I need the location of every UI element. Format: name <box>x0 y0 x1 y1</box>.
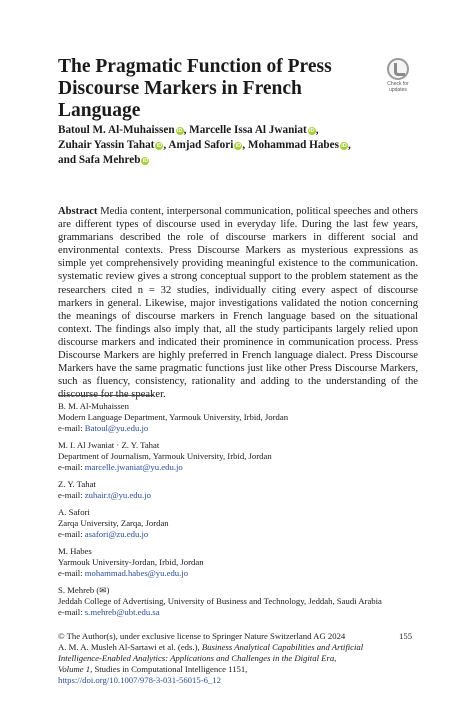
check-updates-icon <box>387 58 409 80</box>
email-label: e-mail: <box>58 568 85 578</box>
affiliation-dept: Zarqa University, Zarqa, Jordan <box>58 518 169 528</box>
affiliation-block <box>58 401 438 434</box>
orcid-icon[interactable]: iD <box>142 158 149 164</box>
email-link[interactable]: Batoul@yu.edu.jo <box>84 423 149 433</box>
abstract <box>58 205 418 401</box>
email-label: e-mail: <box>58 462 85 472</box>
affiliation-dept: Modern Language Department, Yarmouk University, Irbid, Jordan <box>58 412 289 422</box>
email-label: e-mail: <box>58 490 85 500</box>
affiliation-name: S. Mehreb (✉) <box>58 585 110 595</box>
check-updates-line1: Check for <box>387 81 409 87</box>
author-separator: , <box>315 124 319 136</box>
affiliation-block <box>58 507 438 540</box>
copyright-line: © The Author(s), under exclusive license to Springer Nature Switzerland AG 2024 <box>58 631 346 641</box>
affiliation-name: M. Habes <box>58 546 92 556</box>
book-title-part1: Business Analytical Capabilities and Artificial <box>201 642 364 652</box>
check-for-updates-badge[interactable] <box>381 58 415 98</box>
affiliation-name: B. M. Al-Muhaissen <box>58 401 129 411</box>
email-link[interactable]: marcelle.jwaniat@yu.edu.jo <box>84 462 183 472</box>
author-list <box>58 123 418 168</box>
affiliation-name: Z. Y. Tahat <box>58 479 96 489</box>
copyright-footer <box>58 631 438 686</box>
abstract-label: Abstract <box>58 206 98 217</box>
affiliation-dept: Jeddah College of Advertising, University of Business and Technology, Jeddah, Saudi Arabia <box>58 596 382 606</box>
orcid-icon[interactable]: iD <box>235 143 242 149</box>
book-volume: Volume 1 <box>58 664 91 674</box>
author-name: , Mohammad Habes <box>242 139 339 151</box>
affiliation-dept: Department of Journalism, Yarmouk University, Irbid, Jordan <box>58 451 272 461</box>
affiliation-block <box>58 585 438 618</box>
email-link[interactable]: mohammad.habes@yu.edu.jo <box>84 568 189 578</box>
affiliation-name: A. Safori <box>58 507 90 517</box>
affiliation-block <box>58 546 438 579</box>
email-link[interactable]: asafori@zu.edu.jo <box>84 529 149 539</box>
editors-text: A. M. A. Musleh Al-Sartawi et al. (eds.), <box>58 642 202 652</box>
author-name: Zuhair Yassin Tahat <box>58 139 155 151</box>
series-text: , Studies in Computational Intelligence 1151, <box>90 664 248 674</box>
check-updates-line2: updates <box>389 86 407 93</box>
author-name: , Marcelle Issa Al Jwaniat <box>183 124 307 136</box>
affiliation-name: M. I. Al Jwaniat · Z. Y. Tahat <box>58 440 160 450</box>
affiliation-block <box>58 479 438 501</box>
email-label: e-mail: <box>58 607 85 617</box>
abstract-text: Media content, interpersonal communication, political speeches and others are different types of discourse used in everyday life. During the last few years, grammarians described the role of discourse markers in different social and environmental contexts. Press Discourse Markers as mysterious expressions as simple yet comprehensively providing meaningful existence to the communication. systematic review gives a strong conceptual support to the problem statement as the researchers cited n = 32 studies, individually citing every aspect of discourse markers in general. Likewise, major investigations validated the notion concerning the meanings of discourse markers in French language based on the situational context. The findings also imply that, all the study participants largely relied upon discourse markers and indicated their prominence in communication process. Press Discourse Markers are highly preferred in French language dialect. Press Discourse Markers have the same pragmatic functions just like other Press Discourse Markers, such as fluency, consistency, rationality and adding to the understanding of the discourse for the speaker. <box>58 206 418 401</box>
affiliation-dept: Yarmouk University-Jordan, Irbid, Jordan <box>58 557 204 567</box>
paper-title: The Pragmatic Function of Press Discourse Markers in French Language <box>58 56 332 121</box>
footnote-divider <box>58 395 154 396</box>
author-name: , Amjad Safori <box>163 139 234 151</box>
book-title-part2: Intelligence-Enabled Analytics: Applications and Challenges in the Digital Era, <box>58 653 337 663</box>
affiliations <box>58 401 438 624</box>
author-name: and Safa Mehreb <box>58 154 141 166</box>
email-link[interactable]: zuhair.t@yu.edu.jo <box>84 490 151 500</box>
page-number: 155 <box>399 631 413 641</box>
orcid-icon[interactable]: iD <box>308 128 315 134</box>
email-link[interactable]: s.mehreb@ubt.edu.sa <box>84 607 160 617</box>
email-label: e-mail: <box>58 423 85 433</box>
orcid-icon[interactable]: iD <box>341 143 347 149</box>
affiliation-block <box>58 440 438 473</box>
author-name: Batoul M. Al-Muhaissen <box>58 124 175 136</box>
email-label: e-mail: <box>58 529 85 539</box>
orcid-icon[interactable]: iD <box>156 143 163 149</box>
doi-link[interactable]: https://doi.org/10.1007/978-3-031-56015-6_12 <box>58 675 221 685</box>
author-separator: , <box>347 139 351 151</box>
orcid-icon[interactable]: iD <box>176 128 183 134</box>
